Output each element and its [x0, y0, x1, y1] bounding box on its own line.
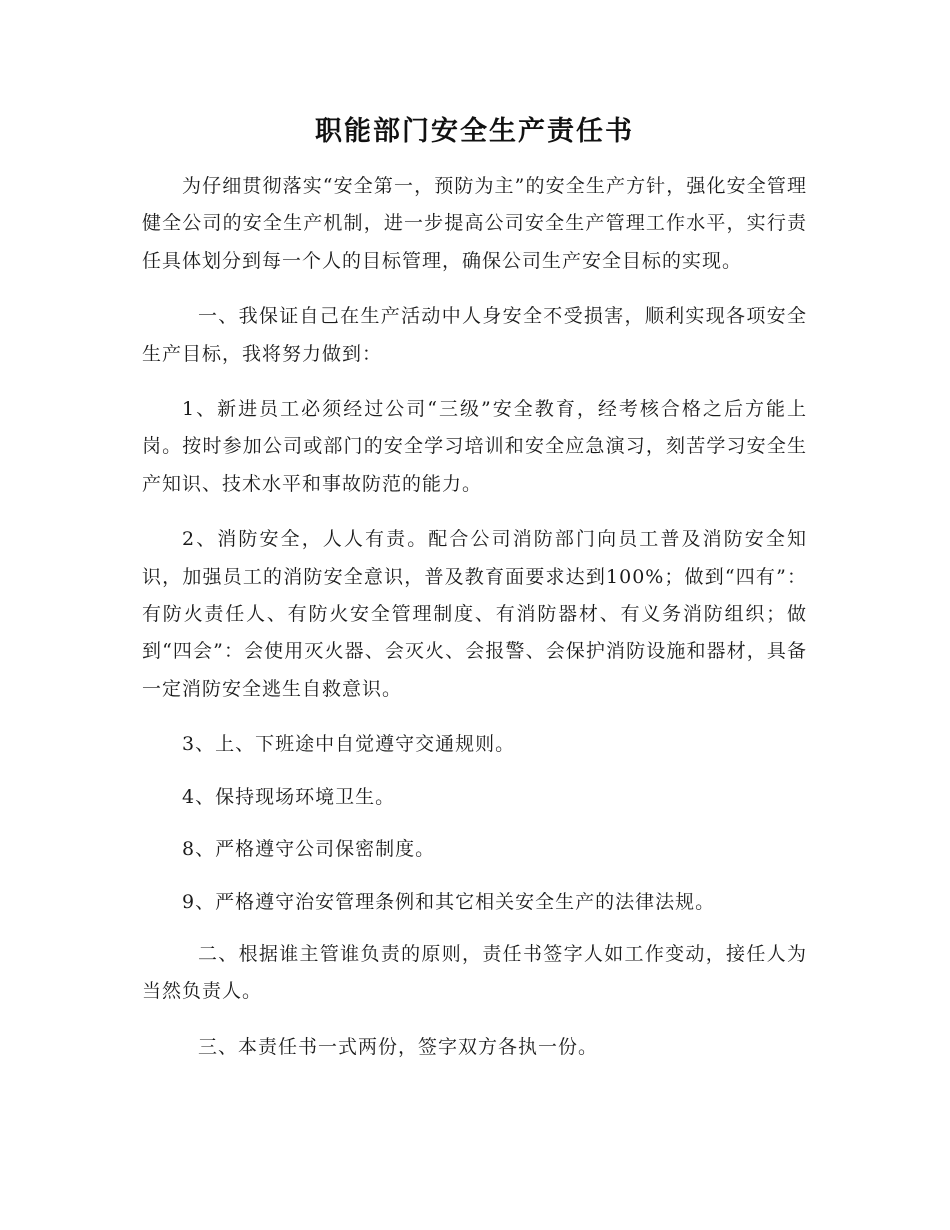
item-2-paragraph: 2、消防安全，人人有责。配合公司消防部门向员工普及消防安全知识，加强员工的消防安全意识，普及教育面要求达到100%；做到“四有”：有防火责任人、有防火安全管理制度、有消防器材、有义务消防组织；做到“四会”：会使用灭火器、会灭火、会报警、会保护消防设施和器材，具备一定消防安全逃生自救意识。: [142, 528, 807, 700]
item-4-paragraph: 4、保持现场环境卫生。: [182, 785, 396, 808]
item-3-paragraph: 3、上、下班途中自觉遵守交通规则。: [182, 733, 516, 756]
section-two-paragraph: 二、根据谁主管谁负责的原则，责任书签字人如工作变动，接任人为当然负责人。: [142, 942, 807, 1003]
item-9-paragraph: 9、严格遵守治安管理条例和其它相关安全生产的法律法规。: [182, 890, 716, 913]
item-1-paragraph: 1、新进员工必须经过公司“三级”安全教育，经考核合格之后方能上岗。按时参加公司或部门的安全学习培训和安全应急演习，刻苦学习安全生产知识、技术水平和事故防范的能力。: [142, 398, 807, 495]
section-three-paragraph: 三、本责任书一式两份，签字双方各执一份。: [198, 1035, 599, 1058]
document-body: [142, 108, 807, 1084]
document-title: 职能部门安全生产责任书: [315, 116, 634, 147]
intro-paragraph: 为仔细贯彻落实“安全第一，预防为主”的安全生产方针，强化安全管理健全公司的安全生产机制，进一步提高公司安全生产管理工作水平，实行责任具体划分到每一个人的目标管理，确保公司生产安全目标的实现。: [142, 175, 807, 272]
section-one-paragraph: 一、我保证自己在生产活动中人身安全不受损害，顺利实现各项安全生产目标，我将努力做到：: [142, 305, 807, 365]
item-8-paragraph: 8、严格遵守公司保密制度。: [182, 838, 436, 861]
